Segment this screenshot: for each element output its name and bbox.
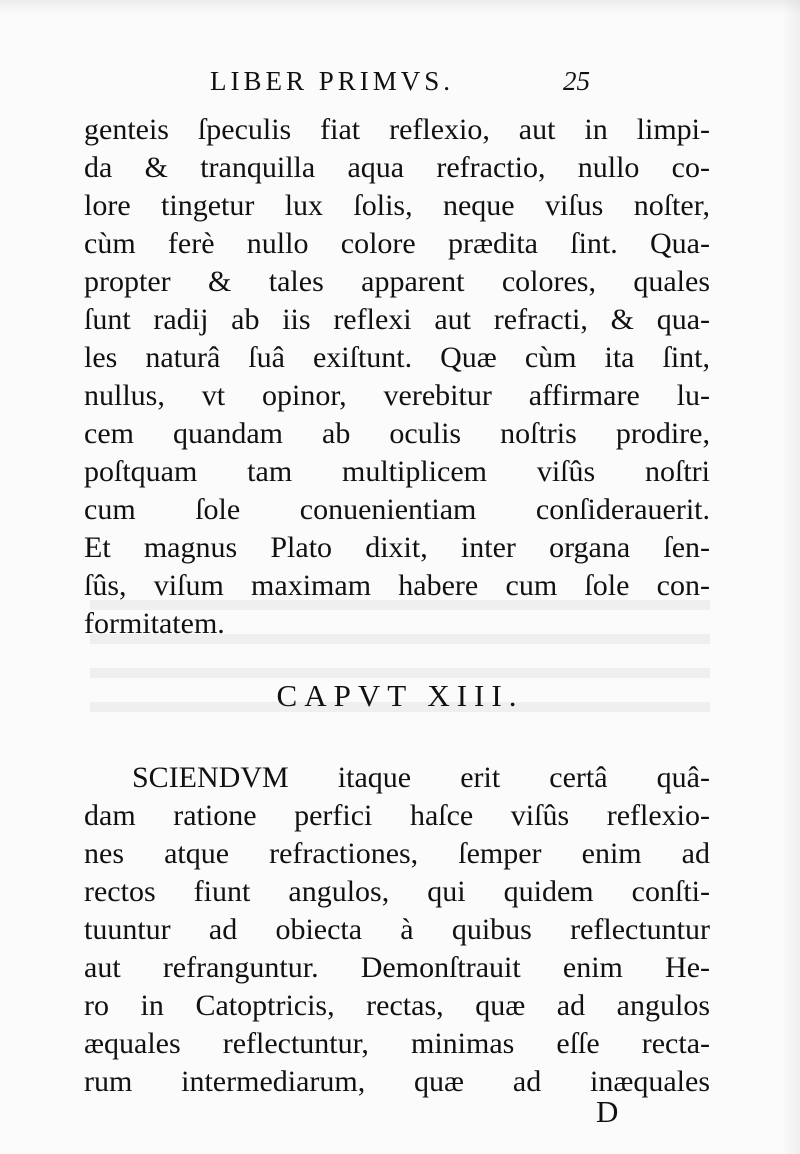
chapter-heading: CAPVT XIII.: [276, 678, 524, 713]
scan-shadow-right: [782, 0, 800, 1154]
text-line: rectos fiunt angulos, qui quidem conſti-: [84, 875, 710, 908]
text-line: cum ſole conuenientiam conſiderauerit.: [84, 493, 710, 526]
text-line: ſûs, viſum maximam habere cum ſole con-: [84, 569, 710, 602]
text-line: cùm ferè nullo colore prædita ſint. Qua-: [84, 227, 710, 260]
text-line: poſtquam tam multiplicem viſûs noſtri: [84, 455, 710, 488]
running-head-title: LIBER PRIMVS.: [210, 66, 455, 96]
text-line: da & tranquilla aqua refractio, nullo co-: [84, 151, 710, 184]
text-line: dam ratione perfici haſce viſûs reflexio-: [84, 799, 710, 832]
text-line-first: SCIENDVM itaque erit certâ quâ-: [132, 761, 710, 794]
signature-mark: D: [596, 1094, 619, 1129]
text-line: nes atque refractiones, ſemper enim ad: [84, 837, 710, 870]
text-line: aut refranguntur. Demonſtrauit enim He-: [84, 951, 710, 984]
text-line: genteis ſpeculis fiat reflexio, aut in limpi-: [84, 113, 710, 146]
text-line: propter & tales apparent colores, quales: [84, 265, 710, 298]
text-line: les naturâ ſuâ exiſtunt. Quæ cùm ita ſint,: [84, 341, 710, 374]
text-line: lore tingetur lux ſolis, neque viſus noſter,: [84, 189, 710, 222]
text-line: Et magnus Plato dixit, inter organa ſen-: [84, 531, 710, 564]
scan-shadow-top: [0, 0, 800, 14]
text-line: ſunt radij ab iis reflexi aut refracti, & qua-: [84, 303, 710, 336]
text-line: nullus, vt opinor, verebitur affirmare lu-: [84, 379, 710, 412]
text-line: rum intermediarum, quæ ad inæquales: [84, 1065, 710, 1098]
text-line: æquales reflectuntur, minimas eſſe recta-: [84, 1027, 710, 1060]
text-line-last: formitatem.: [84, 607, 225, 640]
text-line: ro in Catoptricis, rectas, quæ ad angulos: [84, 989, 710, 1022]
text-line: cem quandam ab oculis noſtris prodire,: [84, 417, 710, 450]
text-line: tuuntur ad obiecta à quibus reflectuntur: [84, 913, 710, 946]
running-head: [210, 66, 590, 100]
page-number: 25: [563, 66, 590, 96]
